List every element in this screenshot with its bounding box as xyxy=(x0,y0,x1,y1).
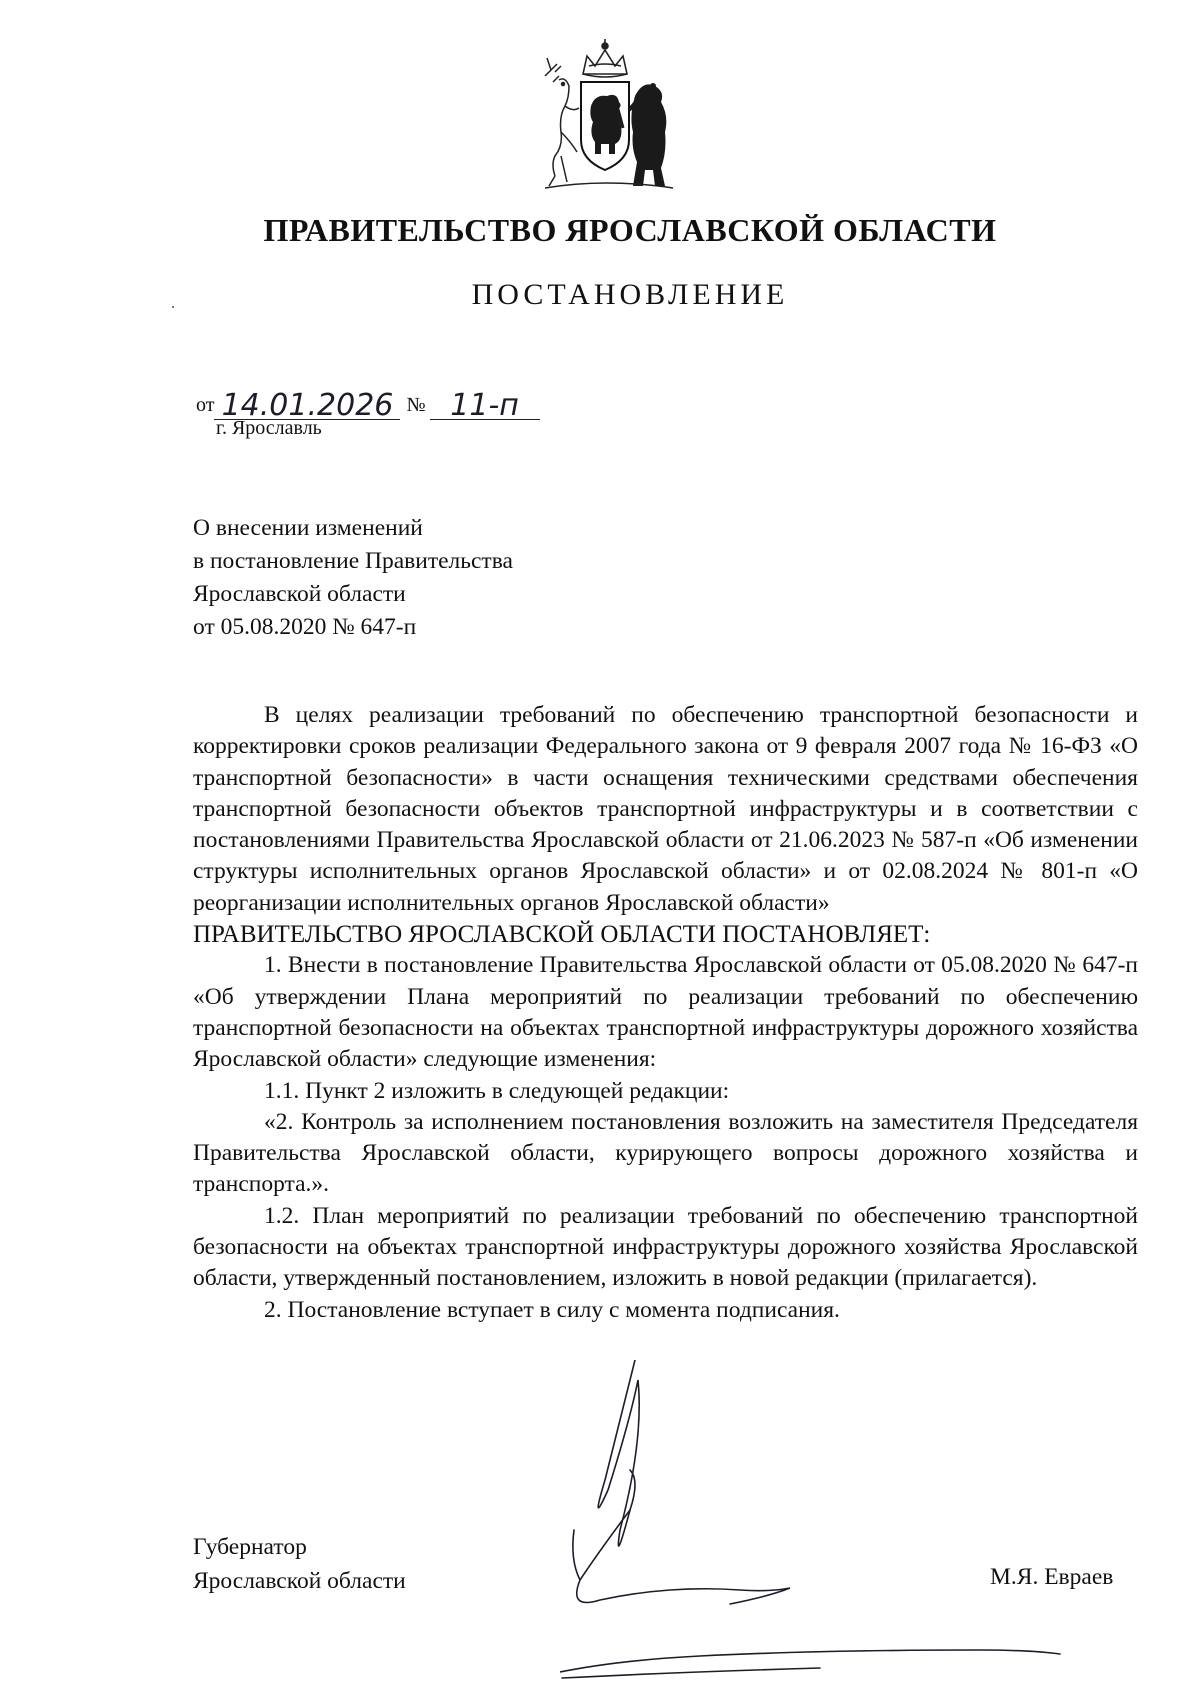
number-prefix: № xyxy=(406,394,426,416)
registration-line xyxy=(196,384,540,423)
decree-heading: ПРАВИТЕЛЬСТВО ЯРОСЛАВСКОЙ ОБЛАСТИ ПОСТАНОВЛЯЕТ: xyxy=(193,921,931,949)
subject-line: от 05.08.2020 № 647-п xyxy=(193,614,417,640)
subject-line: О внесении изменений xyxy=(193,515,423,541)
handwritten-signature-icon xyxy=(560,1360,1080,1680)
document-type: ПОСТАНОВЛЕНИЕ xyxy=(471,278,789,311)
handwritten-date: 14.01.2026 xyxy=(221,388,394,423)
city: г. Ярославль xyxy=(216,417,322,439)
preamble: В целях реализации требований по обеспечению транспортной безопасности и корректировки сроков реализации Федерального закона от 9 февраля 2007 года № 16-ФЗ «О транспортной безопасности» в части оснащения техническими средствами обеспечения транспортной безопасности объектов транспортной инфраструктуры и в соответствии с постановлениями Правительства Ярославской области от 21.06.2023 № 587-п «Об изменении структуры исполнительных органов Ярославской области» и от 02.08.2024 № 801-п «О реорганизации исполнительных органов Ярославской области» xyxy=(193,702,1138,916)
subject-line: Ярославской области xyxy=(193,581,406,607)
handwritten-number: 11-п xyxy=(450,388,519,423)
position-line: Ярославской области xyxy=(193,1568,406,1594)
date-field xyxy=(214,384,400,423)
item-2: 2. Постановление вступает в силу с момента подписания. xyxy=(264,1296,840,1323)
subject-line: в постановление Правительства xyxy=(193,548,513,574)
date-prefix: от xyxy=(196,394,215,416)
signatory-name: М.Я. Евраев xyxy=(990,1564,1114,1590)
item-1-2: 1.2. План мероприятий по реализации требований по обеспечению транспортной безопасности на объектах транспортной инфраструктуры дорожного хозяйства Ярославской области, утвержденный постановлением, изложить в новой редакции (прилагается). xyxy=(193,1202,1138,1292)
signatory-position xyxy=(193,1530,406,1598)
document-subject xyxy=(193,512,513,644)
item-1: 1. Внести в постановление Правительства Ярославской области от 05.08.2020 № 647-п «Об утверждении Плана мероприятий по реализации требований по обеспечению транспортной безопасности на объектах транспортной инфраструктуры дорожного хозяйства Ярославской области» следующие изменения: xyxy=(193,952,1138,1073)
position-line: Губернатор xyxy=(193,1534,307,1560)
item-1-1: 1.1. Пункт 2 изложить в следующей редакции: xyxy=(264,1077,730,1104)
coat-of-arms-icon xyxy=(525,36,685,196)
number-field xyxy=(430,384,540,423)
document-body xyxy=(193,700,1138,1326)
item-1-1-quote: «2. Контроль за исполнением постановления возложить на заместителя Председателя Правительства Ярославской области, курирующего вопросы дорожного хозяйства и транспорта.». xyxy=(193,1108,1138,1198)
organization-title: ПРАВИТЕЛЬСТВО ЯРОСЛАВСКОЙ ОБЛАСТИ xyxy=(263,212,997,248)
